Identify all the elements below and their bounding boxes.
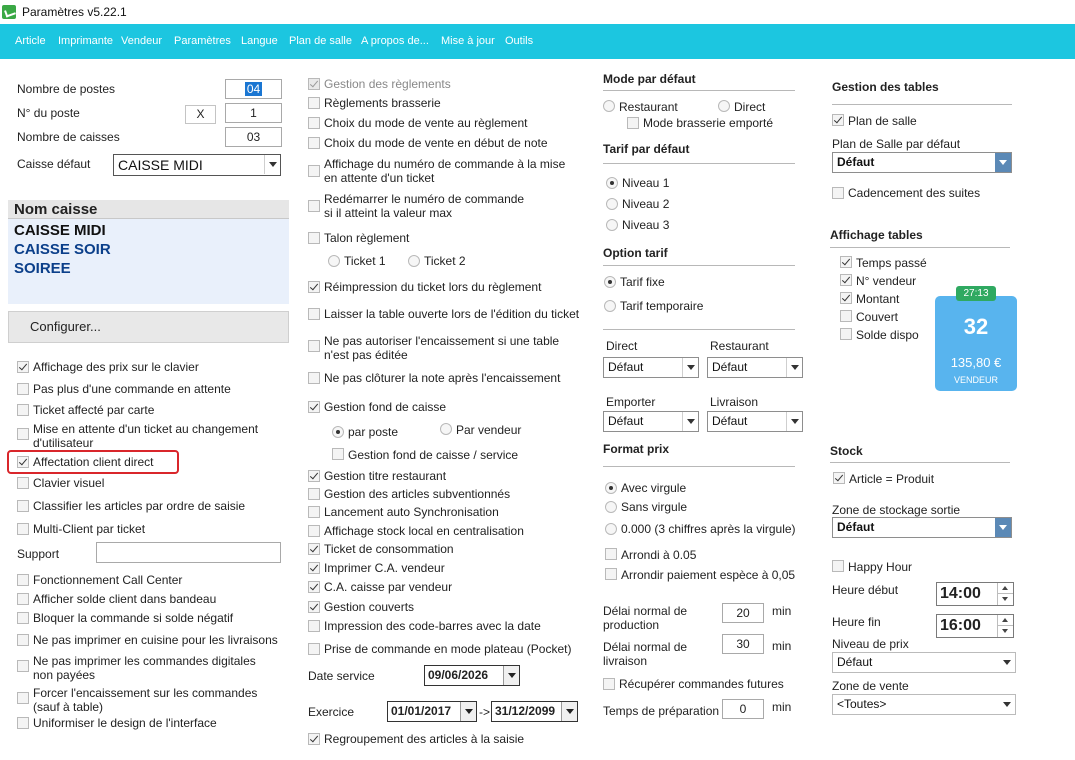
bloquer-commande-checkbox[interactable]	[17, 612, 29, 624]
mode-vente-debut-checkbox[interactable]	[308, 137, 320, 149]
reimpression-checkbox[interactable]	[308, 281, 320, 293]
fond-service-label: Gestion fond de caisse / service	[348, 448, 519, 462]
arrondi-label: Arrondi à 0.05	[621, 548, 697, 562]
divider	[603, 163, 795, 164]
ticket-consommation-label: Ticket de consommation	[324, 542, 454, 556]
arrondir-paiement-checkbox[interactable]	[605, 568, 617, 580]
stock-local-label: Affichage stock local en centralisation	[324, 524, 524, 538]
affichage-prix-label: Affichage des prix sur le clavier	[33, 360, 199, 374]
caisse-defaut-select[interactable]: CAISSE MIDI	[113, 154, 281, 176]
date-service-picker[interactable]: 09/06/2026	[424, 665, 520, 686]
solde-bandeau-checkbox[interactable]	[17, 593, 29, 605]
niveau1-label: Niveau 1	[622, 176, 670, 190]
autoriser-encaissement-checkbox[interactable]	[308, 340, 320, 352]
regroupement-checkbox[interactable]	[308, 733, 320, 745]
table-ouverte-checkbox[interactable]	[308, 308, 320, 320]
sans-virgule-label: Sans virgule	[621, 500, 688, 514]
format-prix-title: Format prix	[603, 442, 670, 456]
sans-virgule-radio[interactable]	[605, 501, 617, 513]
divider	[603, 90, 795, 91]
tarif-temporaire-label: Tarif temporaire	[620, 299, 704, 313]
uniformiser-checkbox[interactable]	[17, 717, 29, 729]
livraison-tarif-label: Livraison	[710, 395, 759, 409]
zone-vente-select[interactable]: <Toutes>	[832, 694, 1016, 715]
configure-button[interactable]: Configurer...	[8, 311, 289, 343]
recuperer-commandes-label: Récupérer commandes futures	[619, 677, 784, 691]
trois-chiffres-radio[interactable]	[605, 523, 617, 535]
mode-vente-reglement-label: Choix du mode de vente au règlement	[324, 116, 528, 130]
call-center-label: Fonctionnement Call Center	[33, 573, 183, 587]
par-vendeur-label: Par vendeur	[456, 423, 522, 437]
caisse-list-row[interactable]: CAISSE MIDI	[14, 222, 106, 239]
couvert-checkbox[interactable]	[840, 310, 852, 322]
arrondi-checkbox[interactable]	[605, 548, 617, 560]
no-poste-field[interactable]: 1	[225, 103, 282, 123]
ticket2-radio[interactable]	[408, 255, 420, 267]
niveau1-radio[interactable]	[606, 177, 618, 189]
redemarrer-numero-checkbox[interactable]	[308, 200, 320, 212]
window-title: Paramètres v5.22.1	[22, 5, 127, 19]
table-time-badge: 27:13	[956, 286, 996, 301]
articles-subventionnes-checkbox[interactable]	[308, 488, 320, 500]
solde-dispo-checkbox[interactable]	[840, 328, 852, 340]
heure-fin-label: Heure fin	[832, 615, 881, 629]
ticket1-radio[interactable]	[328, 255, 340, 267]
affectation-client-checkbox[interactable]	[17, 456, 29, 468]
table-amount: 135,80 €	[950, 355, 1002, 370]
chevron-down-icon	[995, 518, 1011, 537]
classifier-label: Classifier les articles par ordre de saisie	[33, 499, 246, 513]
exercice-start-picker[interactable]: 01/01/2017	[387, 701, 477, 722]
delai-production-field[interactable]: 20	[722, 603, 764, 623]
direct-radio[interactable]	[718, 100, 730, 112]
heure-debut-label: Heure début	[832, 583, 899, 597]
call-center-checkbox[interactable]	[17, 574, 29, 586]
menu-langue[interactable]: Langue	[241, 35, 278, 47]
menu-a-propos[interactable]: A propos de...	[361, 35, 429, 47]
emporter-tarif-label: Emporter	[606, 395, 656, 409]
niveau-prix-select[interactable]: Défaut	[832, 652, 1016, 673]
divider	[830, 247, 1010, 248]
divider	[832, 104, 1012, 105]
mode-defaut-title: Mode par défaut	[603, 72, 696, 86]
ticket-carte-checkbox[interactable]	[17, 404, 29, 416]
ticket2-label: Ticket 2	[424, 254, 466, 268]
reglements-brasserie-label: Règlements brasserie	[324, 96, 441, 110]
par-poste-radio[interactable]	[332, 426, 344, 438]
caisse-list-row[interactable]: CAISSE SOIR	[14, 241, 111, 258]
plan-salle-label: Plan de salle	[848, 114, 917, 128]
divider	[603, 466, 795, 467]
table-number: 32	[963, 314, 989, 339]
chevron-down-icon	[264, 155, 280, 174]
option-tarif-title: Option tarif	[603, 246, 668, 260]
regroupement-label: Regroupement des articles à la saisie	[324, 732, 525, 746]
chevron-down-icon	[999, 653, 1015, 672]
cadencement-label: Cadencement des suites	[848, 186, 981, 200]
affectation-client-label: Affectation client direct	[33, 455, 154, 469]
ticket-consommation-checkbox[interactable]	[308, 543, 320, 555]
niveau3-radio[interactable]	[606, 219, 618, 231]
mode-plateau-checkbox[interactable]	[308, 643, 320, 655]
clavier-visuel-label: Clavier visuel	[33, 476, 105, 490]
imprimer-ca-label: Imprimer C.A. vendeur	[324, 561, 445, 575]
temps-preparation-field[interactable]: 0	[722, 699, 764, 719]
no-vendeur-checkbox[interactable]	[840, 274, 852, 286]
niveau2-label: Niveau 2	[622, 197, 670, 211]
uniformiser-label: Uniformiser le design de l'interface	[33, 716, 217, 730]
gestion-couverts-label: Gestion couverts	[324, 600, 415, 614]
reimpression-label: Réimpression du ticket lors du règlement	[324, 280, 542, 294]
autoriser-encaissement-label: Ne pas autoriser l'encaissement si une table n'est pas éditée	[324, 334, 560, 362]
talon-reglement-label: Talon règlement	[324, 231, 410, 245]
livraison-tarif-select[interactable]: Défaut	[707, 411, 803, 432]
mode-vente-debut-label: Choix du mode de vente en début de note	[324, 136, 548, 150]
direct-label: Direct	[734, 100, 766, 114]
synchronisation-checkbox[interactable]	[308, 506, 320, 518]
clear-poste-button[interactable]: X	[185, 105, 216, 124]
exercice-end-picker[interactable]: 31/12/2099	[491, 701, 578, 722]
stock-local-checkbox[interactable]	[308, 525, 320, 537]
divider	[603, 329, 795, 330]
numero-commande-checkbox[interactable]	[308, 165, 320, 177]
direct-tarif-select[interactable]: Défaut	[603, 357, 699, 378]
fond-caisse-label: Gestion fond de caisse	[324, 400, 447, 414]
imprimer-ca-checkbox[interactable]	[308, 562, 320, 574]
spin-up-icon[interactable]	[997, 583, 1013, 594]
menu-vendeur[interactable]: Vendeur	[121, 35, 162, 47]
table-preview-tile	[935, 296, 1017, 391]
gestion-reglements-checkbox[interactable]	[308, 78, 320, 90]
montant-label: Montant	[856, 292, 900, 306]
plan-salle-checkbox[interactable]	[832, 114, 844, 126]
gestion-couverts-checkbox[interactable]	[308, 601, 320, 613]
mode-plateau-label: Prise de commande en mode plateau (Pocket)	[324, 642, 572, 656]
chevron-down-icon	[682, 412, 698, 431]
chevron-down-icon	[995, 153, 1011, 172]
pas-plus-commande-checkbox[interactable]	[17, 383, 29, 395]
nb-caisses-label: Nombre de caisses	[17, 130, 120, 144]
divider	[830, 462, 1010, 463]
happy-hour-checkbox[interactable]	[832, 560, 844, 572]
arrondir-paiement-label: Arrondir paiement espèce à 0,05	[621, 568, 796, 582]
gestion-tables-title: Gestion des tables	[832, 80, 939, 94]
app-icon	[2, 5, 16, 19]
ca-caisse-checkbox[interactable]	[308, 581, 320, 593]
chevron-down-icon	[999, 695, 1015, 714]
caisse-defaut-label: Caisse défaut	[17, 157, 91, 171]
nb-caisses-field[interactable]: 03	[225, 127, 282, 147]
delai-livraison-field[interactable]: 30	[722, 634, 764, 654]
reglements-brasserie-checkbox[interactable]	[308, 97, 320, 109]
restaurant-label: Restaurant	[619, 100, 678, 114]
temps-passe-checkbox[interactable]	[840, 256, 852, 268]
par-vendeur-radio[interactable]	[440, 423, 452, 435]
spin-down-icon[interactable]	[997, 594, 1013, 605]
par-poste-label: par poste	[348, 425, 399, 439]
plan-defaut-select[interactable]: Défaut	[832, 152, 1012, 173]
emporter-tarif-select[interactable]: Défaut	[603, 411, 699, 432]
recuperer-commandes-checkbox[interactable]	[603, 678, 615, 690]
niveau2-radio[interactable]	[606, 198, 618, 210]
zone-stock-label: Zone de stockage sortie	[832, 503, 961, 517]
caisse-list-header: Nom caisse	[8, 200, 289, 219]
ticket1-label: Ticket 1	[344, 254, 386, 268]
montant-checkbox[interactable]	[840, 292, 852, 304]
cloturer-note-label: Ne pas clôturer la note après l'encaissement	[324, 371, 561, 385]
trois-chiffres-label: 0.000 (3 chiffres après la virgule)	[621, 522, 796, 536]
delai-livraison-unit: min	[772, 639, 792, 653]
titre-restaurant-checkbox[interactable]	[308, 470, 320, 482]
no-poste-label: N° du poste	[17, 106, 80, 120]
titre-restaurant-label: Gestion titre restaurant	[324, 469, 447, 483]
date-service-label: Date service	[308, 669, 375, 683]
title-bar	[0, 0, 1075, 24]
code-barres-label: Impression des code-barres avec la date	[324, 619, 541, 633]
heure-fin-spinner[interactable]: 16:00	[936, 614, 1014, 638]
cadencement-checkbox[interactable]	[832, 187, 844, 199]
restaurant-radio[interactable]	[603, 100, 615, 112]
menu-outils[interactable]: Outils	[505, 35, 534, 47]
fond-service-checkbox[interactable]	[332, 448, 344, 460]
zone-vente-label: Zone de vente	[832, 679, 909, 693]
avec-virgule-label: Avec virgule	[621, 481, 687, 495]
affichage-prix-checkbox[interactable]	[17, 361, 29, 373]
commandes-digitales-label: Ne pas imprimer les commandes digitales non payées	[33, 654, 256, 682]
tarif-defaut-title: Tarif par défaut	[603, 142, 690, 156]
redemarrer-numero-label: Redémarrer le numéro de commande si il atteint la valeur max	[324, 192, 525, 220]
tarif-fixe-label: Tarif fixe	[620, 275, 665, 289]
ticket-carte-label: Ticket affecté par carte	[33, 403, 155, 417]
exercice-label: Exercice	[308, 705, 355, 719]
spin-up-icon[interactable]	[997, 615, 1013, 626]
menu-imprimante[interactable]: Imprimante	[58, 35, 114, 47]
mise-attente-label: Mise en attente d'un ticket au changement d'utilisateur	[33, 422, 259, 450]
divider	[603, 265, 795, 266]
temps-passe-label: Temps passé	[856, 256, 927, 270]
tarif-temporaire-radio[interactable]	[604, 300, 616, 312]
multi-client-checkbox[interactable]	[17, 523, 29, 535]
stock-title: Stock	[830, 444, 863, 458]
delai-production-label: Délai normal de production	[603, 604, 688, 632]
solde-bandeau-label: Afficher solde client dans bandeau	[33, 592, 217, 606]
forcer-encaissement-checkbox[interactable]	[17, 692, 29, 704]
table-vendeur: VENDEUR	[953, 375, 998, 385]
article-produit-checkbox[interactable]	[833, 472, 845, 484]
heure-debut-spinner[interactable]: 14:00	[936, 582, 1014, 606]
forcer-encaissement-label: Forcer l'encaissement sur les commandes (sauf à table)	[33, 686, 258, 714]
ca-caisse-label: C.A. caisse par vendeur	[324, 580, 453, 594]
delai-production-unit: min	[772, 604, 792, 618]
exercice-arrow: ->	[479, 705, 491, 719]
multi-client-label: Multi-Client par ticket	[33, 522, 146, 536]
chevron-down-icon	[786, 412, 802, 431]
cloturer-note-checkbox[interactable]	[308, 372, 320, 384]
nb-postes-field[interactable]: 04	[225, 79, 282, 99]
cuisine-livraisons-label: Ne pas imprimer en cuisine pour les livraisons	[33, 633, 278, 647]
brasserie-emporte-checkbox[interactable]	[627, 117, 639, 129]
mise-attente-checkbox[interactable]	[17, 428, 29, 440]
support-label: Support	[17, 547, 60, 561]
nb-postes-label: Nombre de postes	[17, 82, 116, 96]
code-barres-checkbox[interactable]	[308, 620, 320, 632]
cuisine-livraisons-checkbox[interactable]	[17, 634, 29, 646]
chevron-down-icon	[503, 666, 519, 685]
plan-defaut-label: Plan de Salle par défaut	[832, 137, 961, 151]
direct-tarif-label: Direct	[606, 339, 638, 353]
delai-livraison-label: Délai normal de livraison	[603, 640, 688, 668]
menu-article[interactable]: Article	[15, 35, 46, 47]
commandes-digitales-checkbox[interactable]	[17, 660, 29, 672]
temps-preparation-label: Temps de préparation	[603, 704, 720, 718]
table-ouverte-label: Laisser la table ouverte lors de l'édition du ticket	[324, 307, 580, 321]
niveau-prix-label: Niveau de prix	[832, 637, 909, 651]
brasserie-emporte-label: Mode brasserie emporté	[643, 116, 774, 130]
solde-dispo-label: Solde dispo	[856, 328, 919, 342]
temps-preparation-unit: min	[772, 700, 792, 714]
chevron-down-icon	[682, 358, 698, 377]
affichage-tables-title: Affichage tables	[830, 228, 923, 242]
fond-caisse-checkbox[interactable]	[308, 401, 320, 413]
tarif-fixe-radio[interactable]	[604, 276, 616, 288]
chevron-down-icon	[460, 702, 476, 721]
menu-bar	[0, 24, 1075, 59]
gestion-reglements-label: Gestion des règlements	[324, 77, 451, 91]
menu-mise-a-jour[interactable]: Mise à jour	[441, 35, 495, 47]
mode-vente-reglement-checkbox[interactable]	[308, 117, 320, 129]
menu-plan-de-salle[interactable]: Plan de salle	[289, 35, 352, 47]
bloquer-commande-label: Bloquer la commande si solde négatif	[33, 611, 234, 625]
happy-hour-label: Happy Hour	[848, 560, 913, 574]
no-vendeur-label: N° vendeur	[856, 274, 917, 288]
synchronisation-label: Lancement auto Synchronisation	[324, 505, 499, 519]
chevron-down-icon	[561, 702, 577, 721]
classifier-checkbox[interactable]	[17, 500, 29, 512]
chevron-down-icon	[786, 358, 802, 377]
avec-virgule-radio[interactable]	[605, 482, 617, 494]
talon-reglement-checkbox[interactable]	[308, 232, 320, 244]
numero-commande-label: Affichage du numéro de commande à la mise en attente d'un ticket	[324, 157, 566, 185]
article-produit-label: Article = Produit	[849, 472, 935, 486]
couvert-label: Couvert	[856, 310, 899, 324]
menu-parametres[interactable]: Paramètres	[174, 35, 231, 47]
spin-down-icon[interactable]	[997, 626, 1013, 637]
pas-plus-commande-label: Pas plus d'une commande en attente	[33, 382, 231, 396]
clavier-visuel-checkbox[interactable]	[17, 477, 29, 489]
articles-subventionnes-label: Gestion des articles subventionnés	[324, 487, 511, 501]
restaurant-tarif-select[interactable]: Défaut	[707, 357, 803, 378]
niveau3-label: Niveau 3	[622, 218, 670, 232]
caisse-list-row[interactable]: SOIREE	[14, 260, 71, 277]
restaurant-tarif-label: Restaurant	[710, 339, 769, 353]
zone-stock-select[interactable]: Défaut	[832, 517, 1012, 538]
support-input[interactable]	[96, 542, 281, 563]
